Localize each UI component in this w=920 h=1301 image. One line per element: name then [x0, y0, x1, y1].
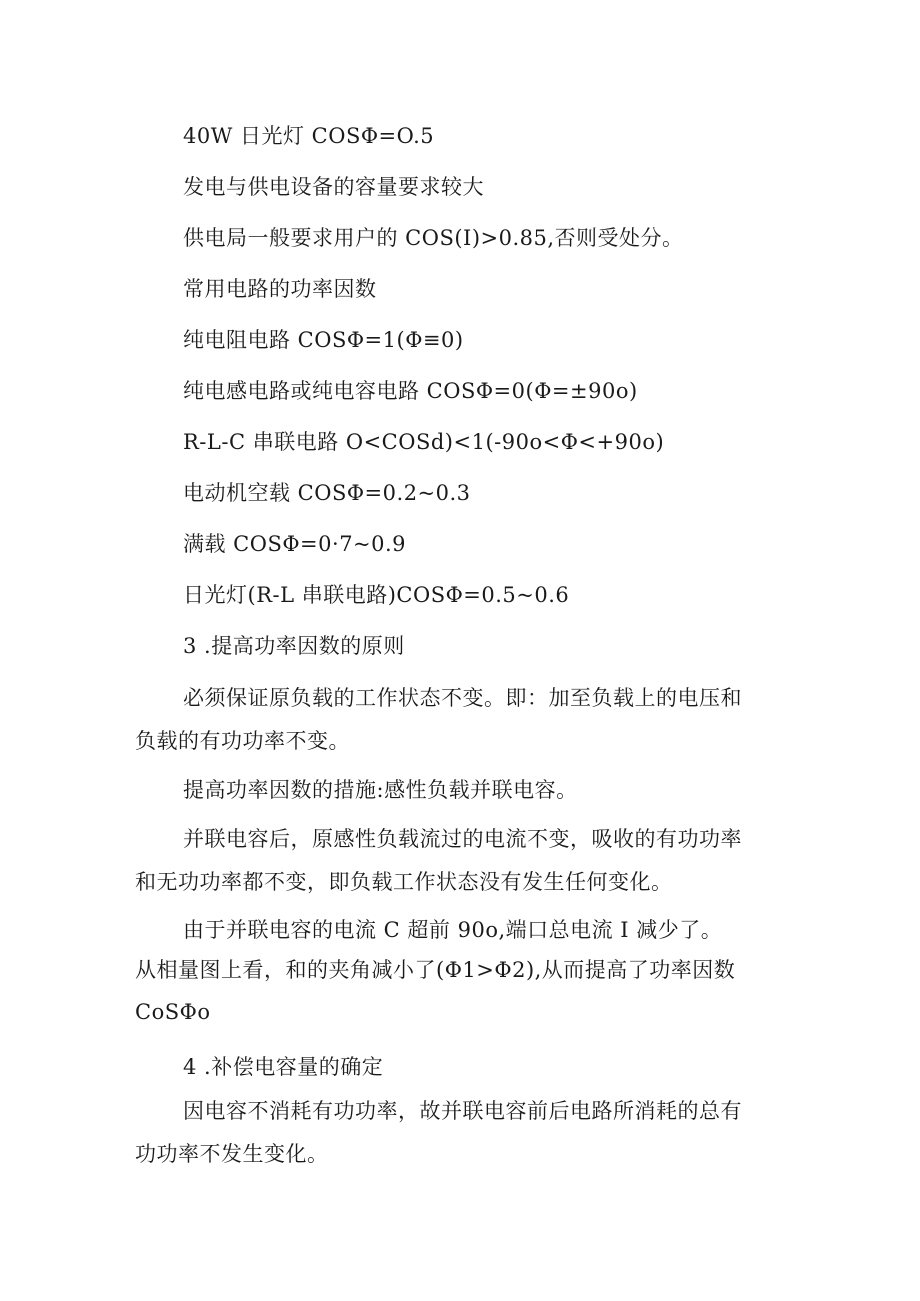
line-resistive-circuit: 纯电阻电路 COSΦ=1(Φ≡0) — [183, 328, 464, 352]
line-fluorescent-40w: 40W 日光灯 COSΦ=O.5 — [183, 124, 435, 148]
paragraph-current-line-3: CoSΦo — [135, 1000, 211, 1024]
line-capacity-requirement: 发电与供电设备的容量要求较大 — [183, 175, 484, 199]
line-inductive-capacitive-circuit: 纯电感电路或纯电容电路 COSΦ=0(Φ=±90o) — [183, 379, 638, 403]
section-heading-3: 3 .提高功率因数的原则 — [183, 634, 405, 658]
paragraph-capacitance-line-1: 因电容不消耗有功功率，故并联电容前后电路所消耗的总有 — [183, 1099, 742, 1123]
paragraph-principle-line-1: 必须保证原负载的工作状态不变。即：加至负载上的电压和 — [183, 686, 742, 710]
line-full-load: 满载 COSΦ=0·7~0.9 — [183, 532, 407, 556]
paragraph-parallel-cap-line-1: 并联电容后，原感性负载流过的电流不变，吸收的有功功率 — [183, 827, 742, 851]
line-utility-requirement: 供电局一般要求用户的 COS(I)>0.85,否则受处分。 — [183, 226, 684, 250]
paragraph-current-line-1: 由于并联电容的电流 C 超前 90o,端口总电流 I 减少了。 — [183, 918, 723, 942]
paragraph-parallel-cap-line-2: 和无功功率都不变，即负载工作状态没有发生任何变化。 — [135, 870, 673, 894]
line-common-circuits-heading: 常用电路的功率因数 — [183, 277, 377, 301]
paragraph-current-line-2: 从相量图上看，和的夹角减小了(Φ1>Φ2),从而提高了功率因数 — [135, 958, 736, 982]
paragraph-measure: 提高功率因数的措施:感性负载并联电容。 — [183, 778, 578, 802]
line-motor-no-load: 电动机空载 COSΦ=0.2~0.3 — [183, 481, 471, 505]
line-fluorescent-rl: 日光灯(R-L 串联电路)COSΦ=0.5~0.6 — [183, 583, 570, 607]
line-rlc-series-circuit: R-L-C 串联电路 O<COSd)<1(-90o<Φ<+90o) — [183, 430, 665, 454]
paragraph-capacitance-line-2: 功功率不发生变化。 — [135, 1142, 329, 1166]
section-heading-4: 4 .补偿电容量的确定 — [183, 1055, 384, 1079]
paragraph-principle-line-2: 负载的有功功率不变。 — [135, 729, 350, 753]
